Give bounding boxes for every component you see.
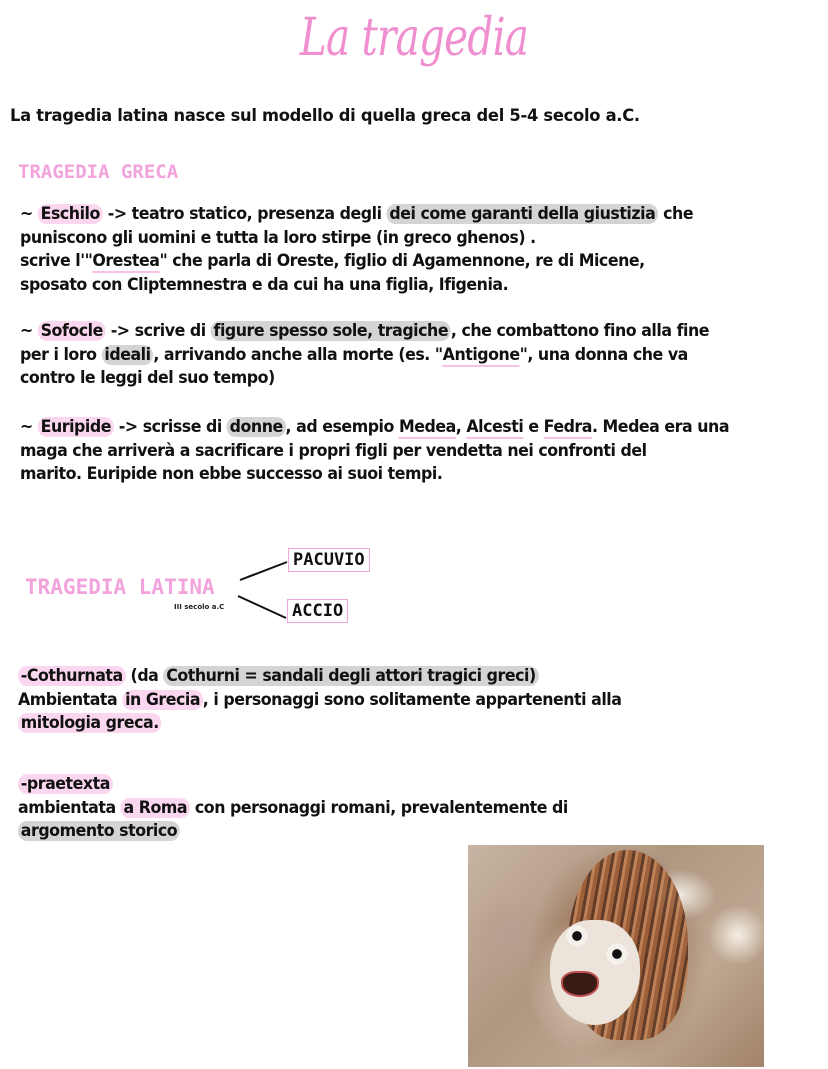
highlight-cothurni: Cothurni = sandali degli attori tragici greci): [163, 666, 538, 686]
paragraph-eschilo: ~ Eschilo -> teatro statico, presenza degli dei come garanti della giustizia che puniscono gli uomini e tutta la loro stirpe (in greco ghenos) . scrive l'"Orestea" che parla di Oreste, figlio di Agamennone, re di Micene, sposato con Cliptemnestra e da cui ha una figlia, Ifigenia.: [20, 204, 694, 295]
highlight-praetexta: -praetexta: [18, 774, 113, 794]
underline-orestea: Orestea: [92, 251, 160, 271]
intro-text: La tragedia latina nasce sul modello di quella greca del 5-4 secolo a.C.: [10, 106, 640, 126]
highlight-cothurnata: -Cothurnata: [18, 666, 126, 686]
paragraph-euripide: ~ Euripide -> scrisse di donne , ad esempio Medea, Alcesti e Fedra. Medea era una maga che arriverà a sacrificare i propri figli per vendetta nei confronti del marito. Euripide non ebbe successo ai suoi tempi.: [20, 417, 730, 484]
underline-fedra: Fedra: [543, 417, 592, 437]
mask-mouth: [561, 971, 599, 997]
highlight-eschilo: Eschilo: [38, 204, 103, 224]
mask-face: [550, 920, 640, 1025]
highlight-in-grecia: in Grecia: [122, 690, 203, 710]
paragraph-cothurnata: -Cothurnata (da Cothurni = sandali degli attori tragici greci) Ambientata in Grecia , i personaggi sono solitamente appartenenti alla mitologia greca.: [18, 666, 622, 733]
mask-eye-left: [566, 925, 588, 947]
author-accio: ACCIO: [287, 599, 348, 623]
underline-medea: Medea: [398, 417, 456, 437]
tragic-mask-mosaic-image: [468, 845, 764, 1067]
paragraph-praetexta: -praetexta ambientata a Roma con personaggi romani, prevalentemente di argomento storico: [18, 774, 568, 841]
highlight-euripide: Euripide: [38, 417, 114, 437]
author-pacuvio: PACUVIO: [288, 548, 370, 572]
highlight-dei-garanti: dei come garanti della giustizia: [387, 204, 659, 224]
page-title: La tragedia: [299, 8, 529, 68]
latin-period-label: III secolo a.C: [174, 603, 225, 611]
highlight-ideali: ideali: [102, 345, 154, 365]
highlight-argomento-storico: argomento storico: [18, 821, 180, 841]
heading-tragedia-latina: TRAGEDIA LATINA: [25, 575, 215, 599]
highlight-mitologia-greca: mitologia greca.: [18, 713, 162, 733]
mask-eye-right: [606, 943, 628, 965]
highlight-figure-sole: figure spesso sole, tragiche: [211, 321, 451, 341]
highlight-donne: donne: [227, 417, 286, 437]
paragraph-sofocle: ~ Sofocle -> scrive di figure spesso sole, tragiche , che combattono fino alla fine per i loro ideali , arrivando anche alla morte (es. "Antigone", una donna che va contro le leggi del suo tempo): [20, 321, 709, 388]
underline-alcesti: Alcesti: [466, 417, 524, 437]
highlight-sofocle: Sofocle: [38, 321, 106, 341]
underline-antigone: Antigone: [442, 344, 520, 365]
heading-tragedia-greca: TRAGEDIA GRECA: [18, 161, 179, 183]
highlight-a-roma: a Roma: [121, 798, 190, 818]
